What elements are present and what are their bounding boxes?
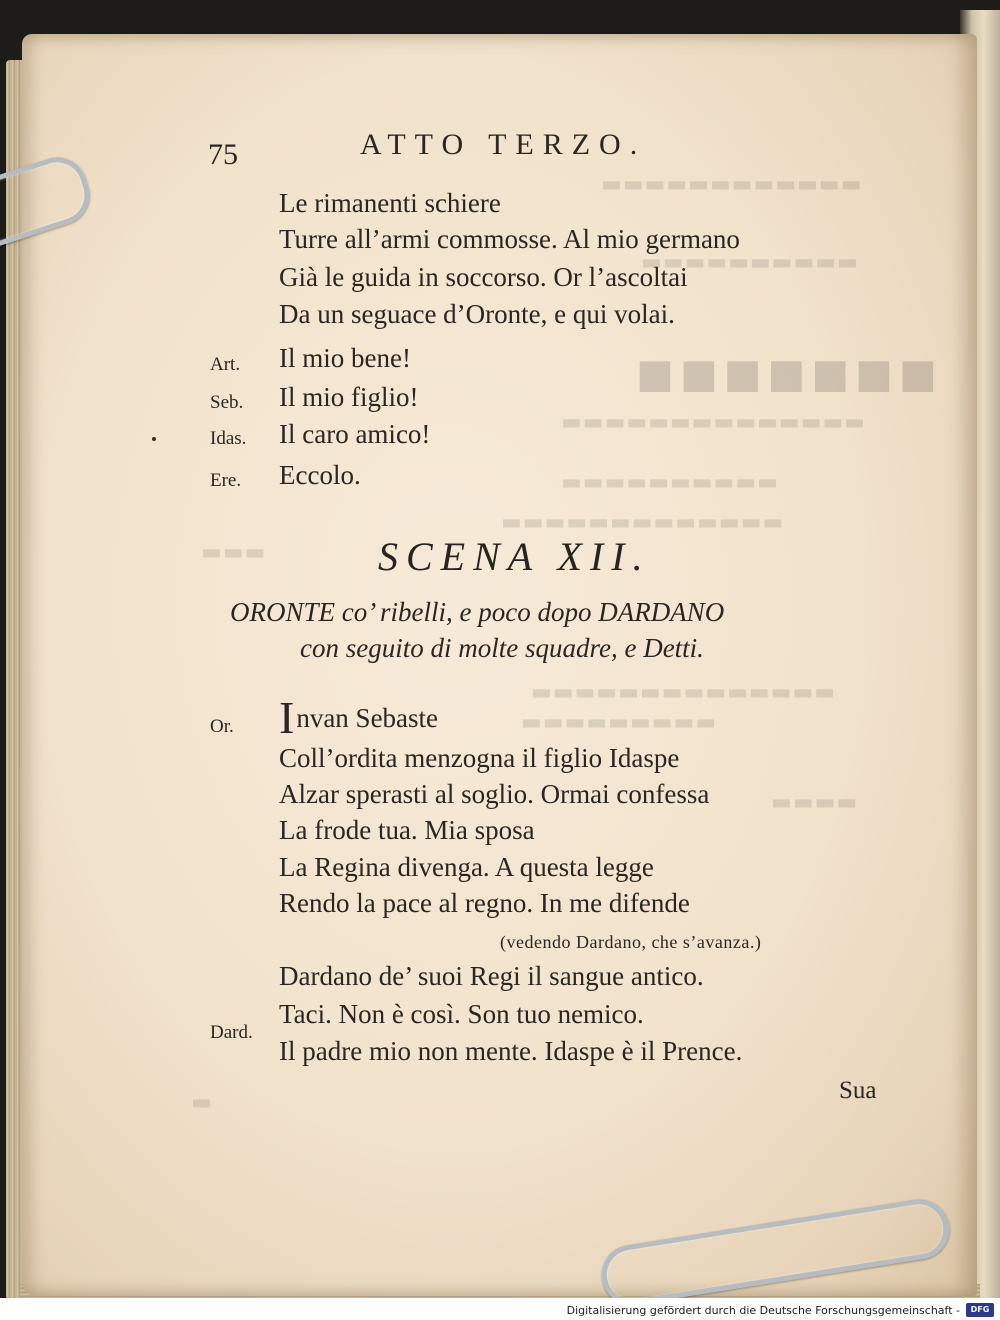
bleed-through: ▬▬▬▬▬▬▬▬▬▬▬▬▬ bbox=[500, 510, 784, 535]
page-number: 75 bbox=[208, 138, 238, 171]
stage-direction: (vedendo Dardano, che s’avanza.) bbox=[500, 932, 762, 952]
bleed-through: ▬▬▬▬▬▬▬▬▬▬▬▬▬▬ bbox=[560, 410, 866, 435]
verse-line: Il padre mio non mente. Idaspe è il Prence. bbox=[279, 1036, 743, 1066]
running-head: ATTO TERZO. bbox=[360, 128, 647, 161]
bleed-through: ▬▬▬ bbox=[200, 540, 266, 565]
catchword: Sua bbox=[839, 1077, 877, 1104]
verse-line-first bbox=[279, 692, 439, 743]
scene-direction: ORONTE co’ ribelli, e poco dopo DARDANO bbox=[230, 597, 725, 627]
speaker-label: Or. bbox=[210, 716, 234, 737]
bleed-through: ▬▬▬▬▬▬▬▬▬▬ bbox=[640, 250, 858, 275]
verse-line: Il caro amico! bbox=[279, 419, 431, 449]
verse-line: Turre all’armi commosse. Al mio germano bbox=[279, 224, 740, 254]
bleed-through: ▬▬▬▬▬▬▬▬▬▬ bbox=[560, 470, 778, 495]
bleed-through: ▬▬▬▬▬▬▬▬▬ bbox=[520, 710, 717, 735]
scene-direction: con seguito di molte squadre, e Detti. bbox=[300, 633, 704, 663]
verse-line: La frode tua. Mia sposa bbox=[279, 815, 535, 845]
bleed-through: ▬ bbox=[190, 1090, 212, 1115]
verse-line: Coll’ordita menzogna il figlio Idaspe bbox=[279, 743, 680, 773]
verse-line: Alzar sperasti al soglio. Ormai confessa bbox=[279, 779, 710, 809]
dfg-logo: DFG bbox=[966, 1303, 994, 1317]
verse-line: Già le guida in soccorso. Or l’ascoltai bbox=[279, 262, 688, 292]
verse-line: La Regina divenga. A questa legge bbox=[279, 852, 654, 882]
scene-title: SCENA XII. bbox=[378, 534, 651, 579]
verse-line: Il mio figlio! bbox=[279, 382, 419, 412]
verse-line: Taci. Non è così. Son tuo nemico. bbox=[279, 999, 644, 1029]
bleed-through: ■■■■■■■ bbox=[630, 350, 937, 397]
verse-line: Le rimanenti schiere bbox=[279, 188, 501, 218]
verse-line-text: nvan Sebaste bbox=[296, 703, 439, 733]
drop-capital: I bbox=[279, 692, 295, 743]
speaker-label: Dard. bbox=[210, 1022, 253, 1043]
bleed-through: ▬▬▬▬▬▬▬▬▬▬▬▬ bbox=[600, 172, 862, 197]
verse-line: Rendo la pace al regno. In me difende bbox=[279, 888, 690, 918]
speaker-label: Idas. bbox=[210, 428, 247, 449]
verse-line: Da un seguace d’Oronte, e qui volai. bbox=[279, 299, 675, 329]
verse-line: Dardano de’ suoi Regi il sangue antico. bbox=[279, 961, 704, 991]
verse-line: Eccolo. bbox=[279, 460, 361, 490]
bleed-through: ▬▬▬▬▬▬▬▬▬▬▬▬▬▬ bbox=[530, 680, 836, 705]
footer-credit: Digitalisierung gefördert durch die Deutsche Forschungsgemeinschaft - bbox=[566, 1304, 960, 1317]
verse-line: Il mio bene! bbox=[279, 343, 411, 373]
speaker-label: Ere. bbox=[210, 470, 242, 491]
speaker-label: Art. bbox=[210, 354, 241, 375]
speaker-label: Seb. bbox=[210, 392, 244, 413]
bleed-through: ▬▬▬▬ bbox=[770, 790, 858, 815]
ink-mark bbox=[152, 437, 156, 441]
